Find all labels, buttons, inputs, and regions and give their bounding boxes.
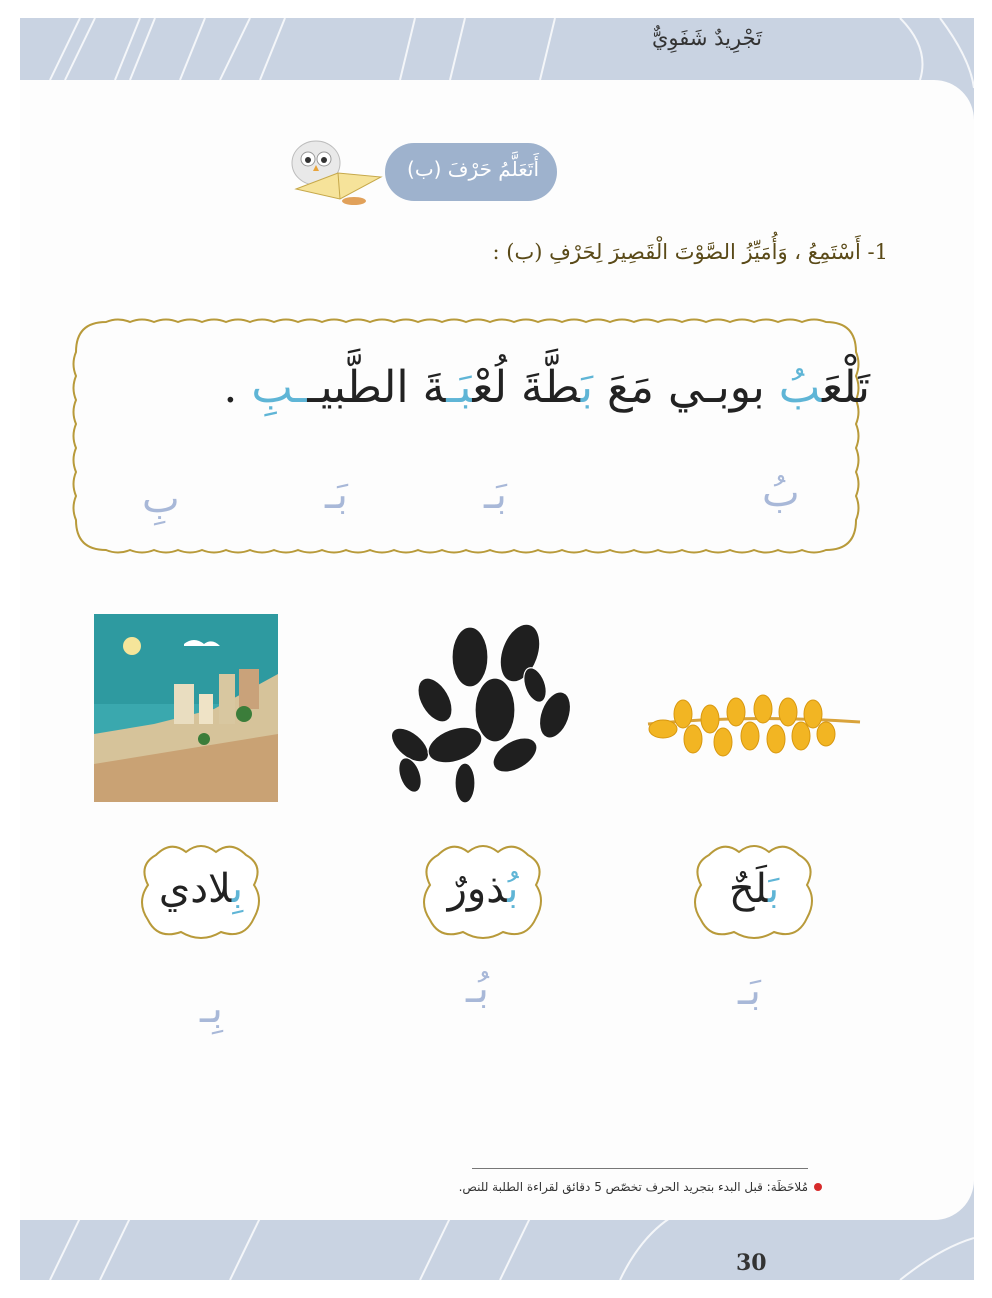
word-balah [689,866,819,912]
word-part: تَلْعَ [821,362,870,413]
letter-ba: بِ [231,866,244,912]
item-marker-2: بُـ [466,966,489,1012]
letter-ba: بُ [507,866,519,912]
word-part: لادي [158,866,232,912]
sentence [100,362,870,413]
sentence-marker-4: بِ [142,476,180,522]
word-part: الطَّبيـ [307,362,409,413]
word-part: ذورٌ [447,866,508,912]
sentence-marker-3: بَـ [325,472,348,518]
letter-ba: ـبِ [251,362,308,413]
sentence-marker-2: بَـ [484,472,507,518]
sentence-word-5 [423,362,507,413]
sentence-word-1 [779,362,870,413]
word-part: مَعَ [606,362,654,413]
seeds-icon [380,615,582,805]
sentence-word-6 [251,362,408,413]
sentence-frame [66,312,866,560]
dates-icon [638,684,863,764]
owl-reading-icon [276,133,391,213]
sentence-marker-1: بُ [762,470,800,516]
city-icon [94,614,278,802]
page-number: 30 [736,1250,767,1276]
sentence-word-3 [607,362,654,413]
note-divider [472,1168,808,1169]
note-bullet-icon [814,1183,822,1191]
word-part: ةَ [422,362,447,413]
sentence-end: . [223,362,238,413]
letter-ba: بَ [767,866,780,912]
sentence-word-2 [668,362,765,413]
letter-ba: بُ [778,362,822,413]
teacher-note [459,1180,822,1194]
lesson-badge [385,143,557,201]
word-buthur [418,866,548,912]
word-part: لَحٌ [728,866,768,912]
word-part: بوبـي [667,362,765,413]
word-biladi [136,866,266,912]
note-text: مُلاحَظَة: قبل البدء بتجريد الحرف تخصّص 5 دقائق لقراءة الطلبة للنص. [458,1180,808,1194]
item-marker-1: بَـ [738,968,761,1014]
letter-ba: بَـ [446,362,473,413]
word-part: لُعْ [472,362,507,413]
letter-ba: بَ [580,362,593,413]
word-part: طَّةَ [521,362,581,413]
sentence-word-4 [521,362,593,413]
item-marker-3: بِـ [200,986,223,1032]
instruction-text: 1- أَسْتَمِعُ ، وَأُمَيِّزُ الصَّوْتَ الْقَصِيرَ لِحَرْفِ (ب) : [492,240,888,264]
header-title: تَجْرِيدٌ شَفَوِيٌّ [651,26,762,50]
lesson-badge-label: أَتَعَلَّمُ حَرْفَ (ب) [407,157,539,181]
